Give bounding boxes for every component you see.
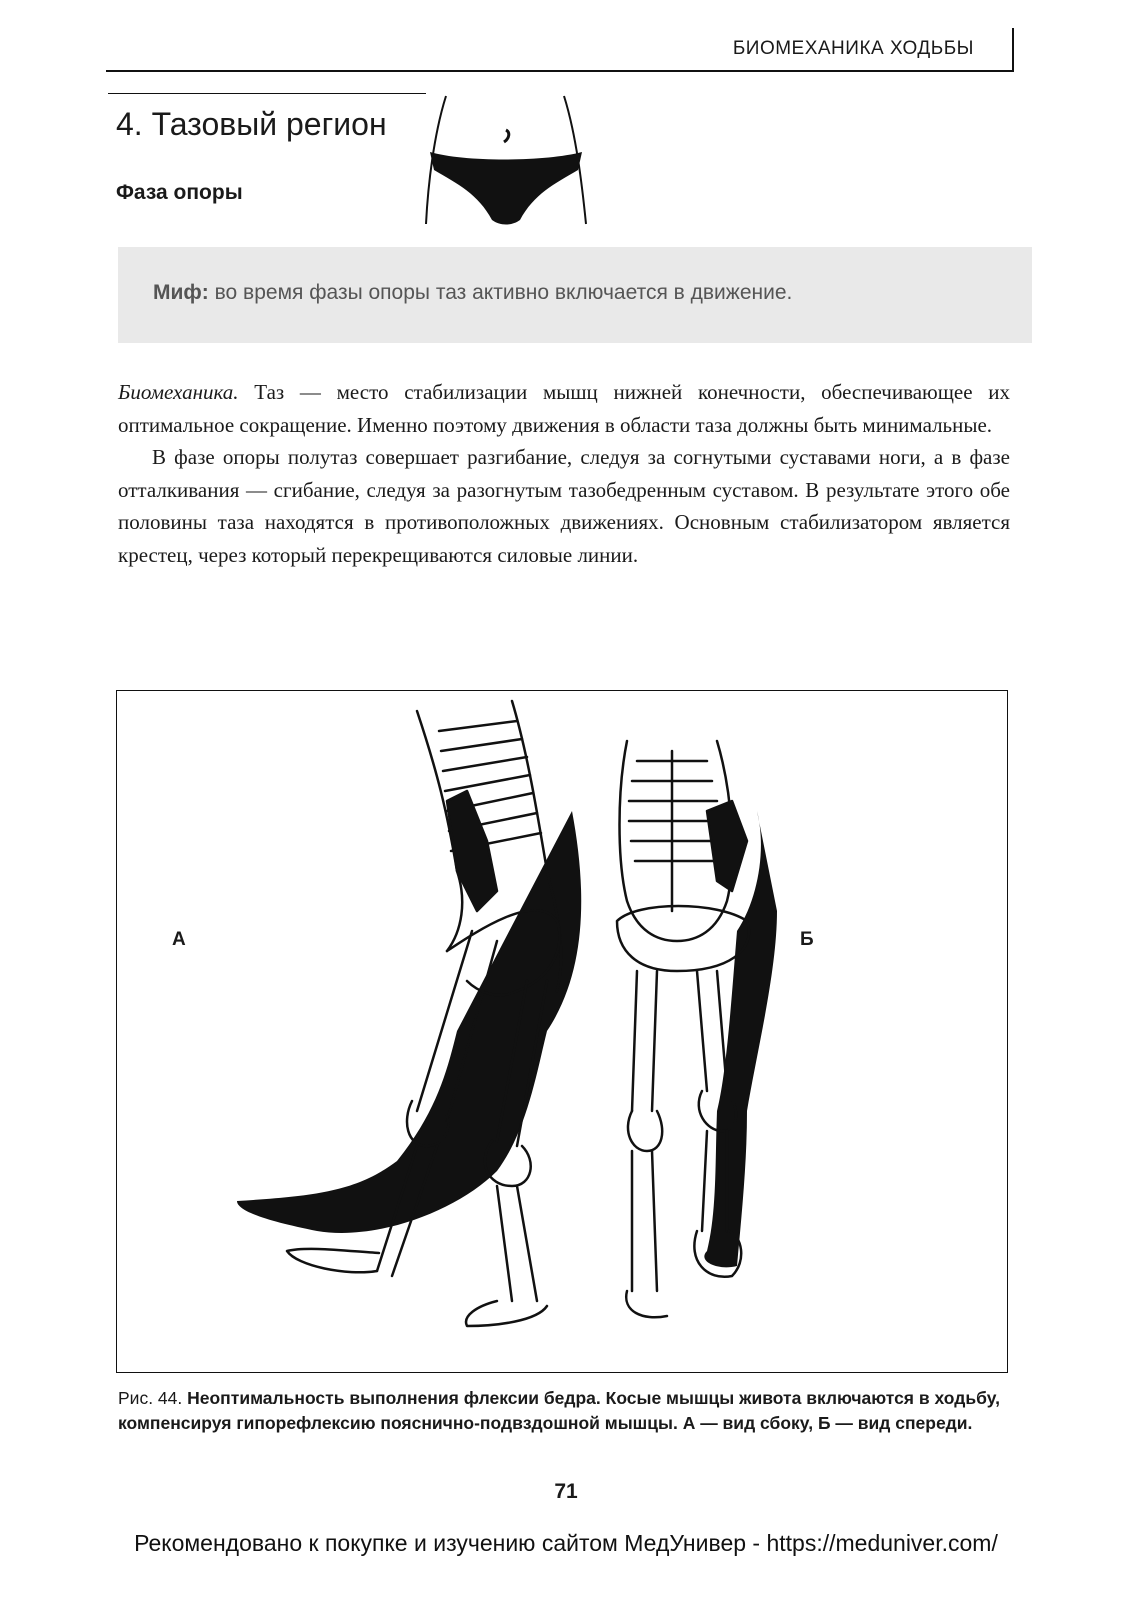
running-header-title: БИОМЕХАНИКА ХОДЬБЫ [732,38,974,59]
subsection-title: Фаза опоры [116,181,243,204]
myth-callout [118,247,1032,343]
footer-note: Рекомендовано к покупке и изучению сайтом МедУнивер - https://meduniver.com/ [134,1530,998,1556]
page-number: 71 [554,1480,578,1503]
figure-caption [118,1386,1013,1436]
myth-label: Миф: [153,281,209,304]
myth-text [153,281,792,305]
front-view-skeleton-b [617,741,777,1317]
side-view-skeleton-a [237,701,581,1326]
paragraph-1-text: Таз — место стабилизации мышц нижней конечности, обеспечивающее их оптимальное сокращение. Именно поэтому движения в области таза должны быть минимальные. [118,380,1011,437]
title-rule [108,93,426,94]
skeleton-illustration [117,691,1005,1370]
caption-text: Неоптимальность выполнения флексии бедра. Косые мышцы живота включаются в ходьбу, компенсируя гипорефлексию пояснично-подвздошной мышцы. А — вид сбоку, Б — вид спереди. [118,1388,1000,1433]
paragraph-1 [118,376,1010,441]
pelvis-region-icon [424,94,594,228]
figure-44 [116,690,1008,1373]
body-text [118,376,1010,571]
figure-label-a: А [172,929,186,950]
biomechanics-lead: Биомеханика. [118,380,239,404]
paragraph-2: В фазе опоры полутаз совершает разгибание, следуя за согнутыми суставами ноги, а в фазе отталкивания — сгибание, следуя за разогнутым тазобедренным суставом. В результате этого обе половины таза находятся в противоположных движениях. Основным стабилизатором является крестец, через который перекрещиваются силовые линии. [118,445,1010,567]
running-header [106,28,1014,72]
figure-label-b: Б [800,929,814,950]
caption-prefix: Рис. 44. [118,1388,183,1408]
myth-statement: во время фазы опоры таз активно включается в движение. [214,281,793,304]
section-title: 4. Тазовый регион [116,106,387,142]
